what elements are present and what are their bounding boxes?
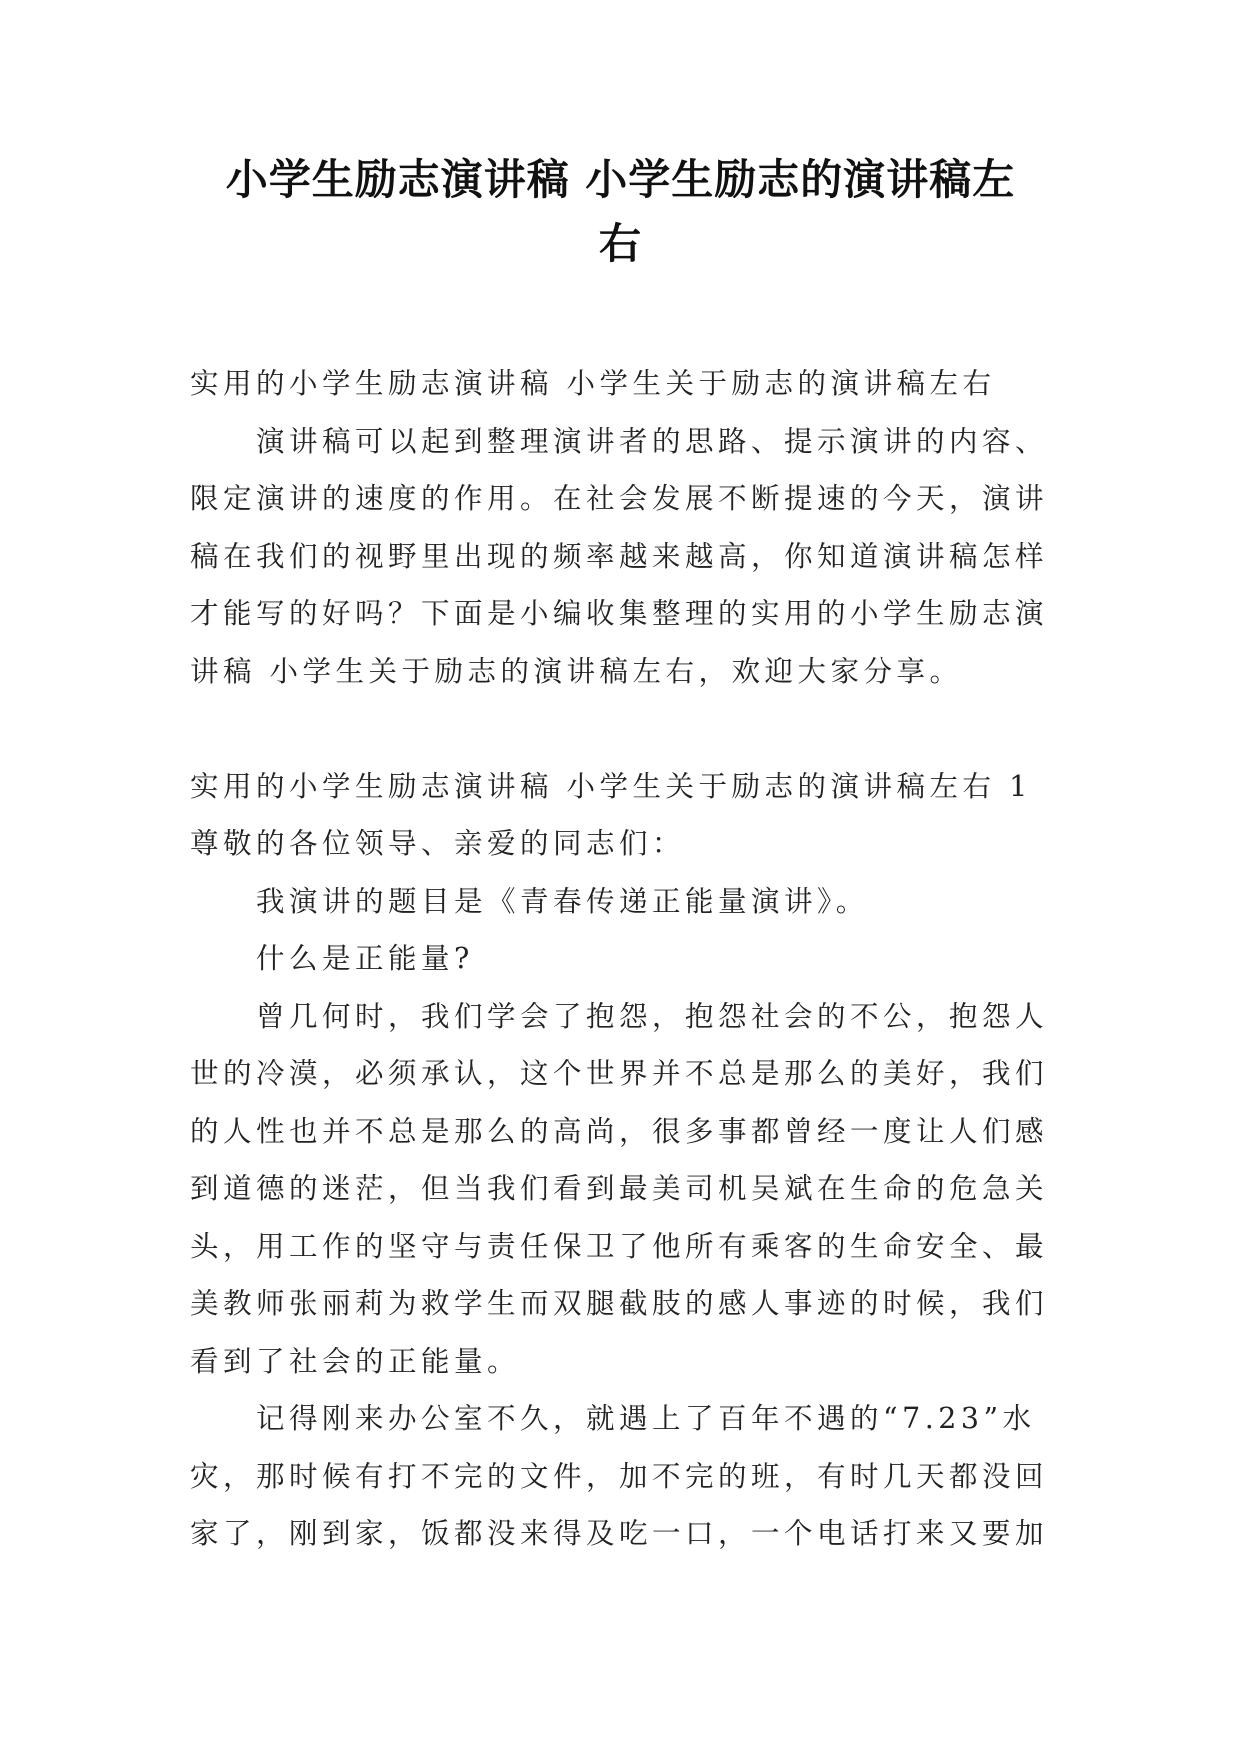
document-body [190,355,1070,1563]
paragraph-4: 记得刚来办公室不久，就遇上了百年不遇的“7.23”水灾，那时候有打不完的文件，加不完的班，有时几天都没回家了，刚到家，饭都没来得及吃一口，一个电话打来又要加 [190,1402,1049,1550]
section-heading: 实用的小学生励志演讲稿 小学生关于励志的演讲稿左右 1 [190,769,1032,803]
title-line-1: 小学生励志演讲稿 小学生励志的演讲稿左 [225,155,1016,204]
title-line-2: 右 [598,219,642,268]
document-title [150,148,1091,276]
paragraph-3: 曾几何时，我们学会了抱怨，抱怨社会的不公，抱怨人世的冷漠，必须承认，这个世界并不总是那么的美好，我们的人性也并不总是那么的高尚，很多事都曾经一度让人们感到道德的迷茫，但当我们看到最美司机吴斌在生命的危急关头，用工作的坚守与责任保卫了他所有乘客的生命安全、最美教师张丽莉为救学生而双腿截肢的感人事迹的时候，我们看到了社会的正能量。 [190,999,1049,1378]
paragraph-2: 什么是正能量? [256,942,474,975]
paragraph-1: 我演讲的题目是《青春传递正能量演讲》。 [256,884,869,918]
salutation: 尊敬的各位领导、亲爱的同志们： [190,827,686,860]
intro-paragraph: 演讲稿可以起到整理演讲者的思路、提示演讲的内容、限定演讲的速度的作用。在社会发展不断提速的今天，演讲稿在我们的视野里出现的频率越来越高，你知道演讲稿怎样才能写的好吗？下面是小编收集整理的实用的小学生励志演讲稿 小学生关于励志的演讲稿左右，欢迎大家分享。 [190,424,1049,688]
subtitle: 实用的小学生励志演讲稿 小学生关于励志的演讲稿左右 [190,367,996,400]
